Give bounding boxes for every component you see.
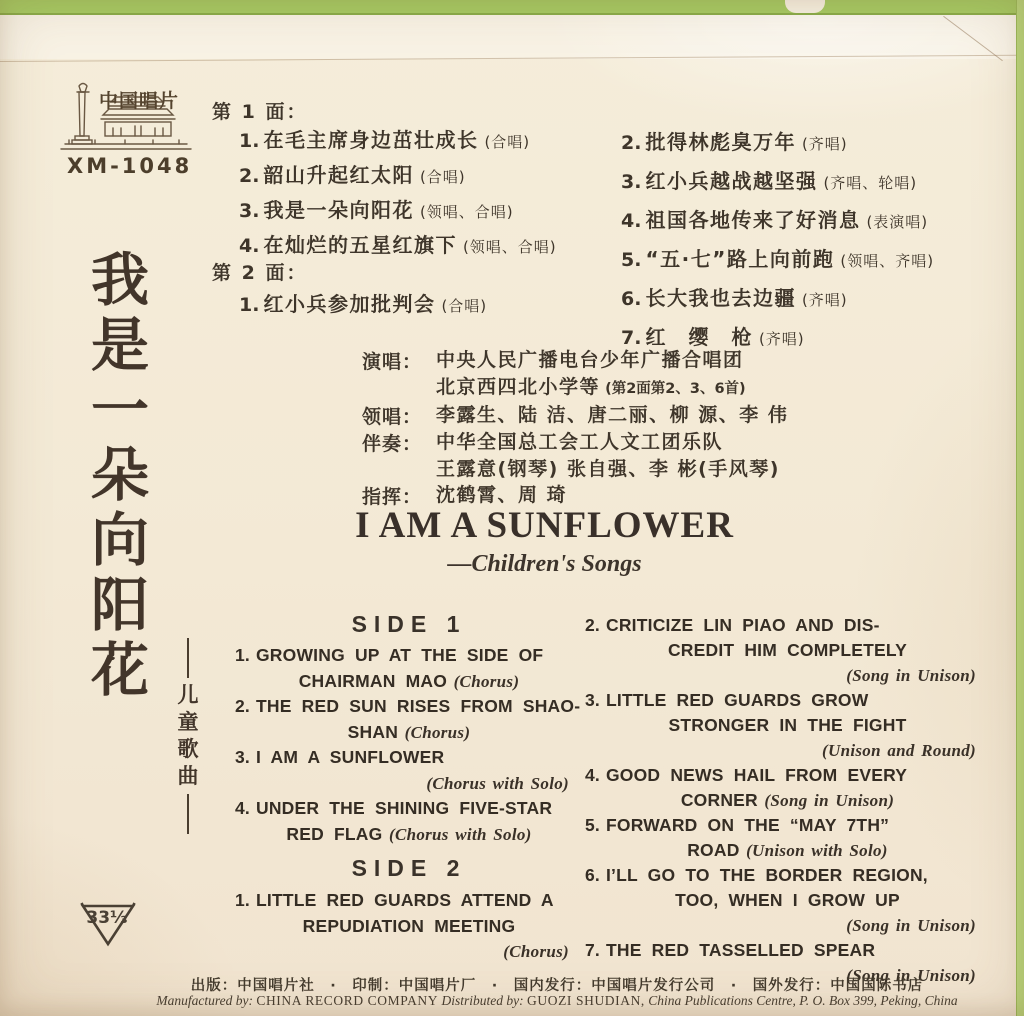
album-subtitle-chars bbox=[178, 682, 199, 790]
title-char: 向 bbox=[90, 506, 149, 574]
credit-row: 领唱： 李露生、陆 洁、唐二丽、柳 源、李 伟 bbox=[362, 404, 789, 428]
track-item: 4. GOOD NEWS HAIL FROM EVERY CORNER (Song in Unison) bbox=[585, 765, 908, 810]
dist-name: GUOZI SHUDIAN, bbox=[527, 993, 645, 1008]
title-char: 朵 bbox=[90, 441, 149, 509]
title-char: 一 bbox=[90, 376, 149, 444]
side2-tracklist-cn bbox=[239, 288, 487, 323]
vertical-dash bbox=[187, 638, 190, 678]
track-item: 1. 在毛主席身边茁壮成长 (合唱) bbox=[239, 128, 531, 152]
dist-address: China Publications Centre, P. O. Box 399, Peking, China bbox=[648, 993, 958, 1008]
track-item: 6. 长大我也去边疆 (齐唱) bbox=[621, 286, 848, 310]
title-char: 是 bbox=[90, 311, 149, 379]
edge-tear bbox=[785, 0, 825, 13]
track-item: 1. GROWING UP AT THE SIDE OF CHAIRMAN MAO (Chorus) bbox=[235, 645, 544, 691]
record-label-name: 中国唱片 bbox=[99, 90, 180, 112]
track-item: 1. 红小兵参加批判会 (合唱) bbox=[239, 292, 488, 316]
side1-heading: SIDE 1 bbox=[351, 611, 467, 637]
credit-row: 演唱： 中央人民广播电台少年广播合唱团 北京西四北小学等 (第2面第2、3、6首) bbox=[362, 349, 746, 398]
side1-label-cn: 第 1 面： bbox=[212, 101, 308, 123]
side2-tracklist-en-right bbox=[585, 613, 990, 988]
title-char: 儿 bbox=[177, 683, 199, 707]
credit-row: 指挥： 沈鹤霄、周 琦 bbox=[362, 484, 568, 508]
dist-label: Distributed by: bbox=[441, 993, 524, 1008]
side1-tracklist-en bbox=[235, 643, 583, 847]
publisher-line-en bbox=[130, 993, 984, 1009]
mfg-label: Manufactured by: bbox=[156, 993, 253, 1008]
track-item: 5. FORWARD ON THE “MAY 7TH” ROAD (Unison with Solo) bbox=[585, 815, 890, 860]
track-item: 6. I’LL GO TO THE BORDER REGION, TOO, WHEN I GROW UP (Song in Unison) bbox=[585, 865, 976, 935]
track-item: 4. UNDER THE SHINING FIVE-STAR RED FLAG (Chorus with Solo) bbox=[235, 798, 553, 844]
credits-block bbox=[362, 347, 788, 509]
album-subtitle-english: —Children's Songs bbox=[447, 551, 642, 577]
album-title-vertical bbox=[72, 248, 168, 703]
track-item: 5. “五·七”路上向前跑 (领唱、齐唱) bbox=[621, 247, 935, 271]
title-char: 曲 bbox=[177, 764, 199, 788]
record-label-logo bbox=[55, 82, 195, 182]
track-item: 2. CRITICIZE LIN PIAO AND DIS- CREDIT HIM COMPLETELY (Song in Unison) bbox=[585, 615, 976, 685]
album-title-english: I AM A SUNFLOWER bbox=[355, 505, 734, 546]
side2-heading: SIDE 2 bbox=[351, 855, 467, 881]
publisher-line-cn: 出版：中国唱片社 · 印制：中国唱片厂 · 国内发行：中国唱片发行公司 · 国外发行：中国国际书店 bbox=[190, 978, 924, 994]
speed-33rpm-badge bbox=[80, 899, 136, 951]
track-item: 7. 红 缨 枪 (齐唱) bbox=[621, 325, 805, 349]
title-char: 阳 bbox=[90, 571, 149, 639]
side2-tracklist-en bbox=[235, 888, 583, 965]
top-green-edge bbox=[0, 0, 1024, 15]
track-item: 2. THE RED SUN RISES FROM SHAO- SHAN (Chorus) bbox=[235, 696, 581, 742]
title-char: 童 bbox=[177, 710, 199, 734]
credit-row: 伴奏： 中华全国总工会工人文工团乐队 王露意(钢琴) 张自强、李 彬(手风琴) bbox=[362, 431, 780, 480]
track-item: 7. THE RED TASSELLED SPEAR (Song in Unison) bbox=[585, 940, 976, 985]
title-char: 花 bbox=[90, 636, 149, 704]
track-item: 3. I AM A SUNFLOWER (Chorus with Solo) bbox=[235, 747, 569, 793]
track-item: 4. 在灿烂的五星红旗下 (领唱、合唱) bbox=[239, 233, 557, 257]
track-item: 3. 红小兵越战越坚强 (齐唱、轮唱) bbox=[621, 169, 918, 193]
track-item: 3. 我是一朵向阳花 (领唱、合唱) bbox=[239, 198, 514, 222]
track-item: 4. 祖国各地传来了好消息 (表演唱) bbox=[621, 208, 929, 232]
title-char: 我 bbox=[90, 246, 149, 314]
side1-tracklist-cn bbox=[239, 124, 557, 264]
mfg-name: CHINA RECORD COMPANY bbox=[256, 993, 439, 1008]
speed-value: 33⅓ bbox=[86, 908, 128, 928]
track-item: 2. 批得林彪臭万年 (齐唱) bbox=[621, 130, 848, 154]
side2-label-cn: 第 2 面： bbox=[212, 262, 308, 284]
side2-tracklist-cn-right bbox=[621, 124, 934, 358]
top-flap bbox=[0, 15, 1024, 59]
title-char: 歌 bbox=[177, 737, 199, 761]
right-green-edge bbox=[1016, 0, 1024, 1016]
catalog-number: XM-1048 bbox=[67, 154, 193, 178]
album-subtitle-vertical bbox=[172, 634, 204, 838]
track-item: 3. LITTLE RED GUARDS GROW STRONGER IN THE FIGHT (Unison and Round) bbox=[585, 690, 976, 760]
track-item: 1. LITTLE RED GUARDS ATTEND A REPUDIATION MEETING (Chorus) bbox=[235, 890, 569, 961]
track-item: 2. 韶山升起红太阳 (合唱) bbox=[239, 163, 466, 187]
vertical-dash bbox=[187, 794, 190, 834]
